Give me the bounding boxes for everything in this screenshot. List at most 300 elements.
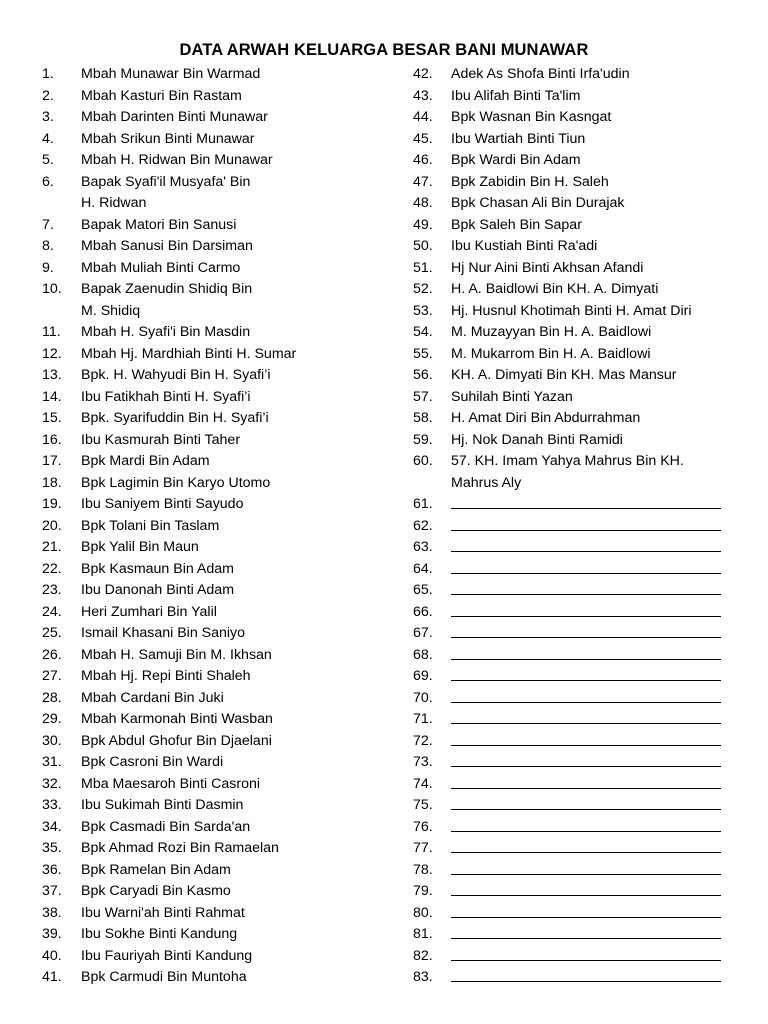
entry-number: 70. — [413, 689, 433, 706]
entry-number: 12. — [42, 345, 62, 362]
entry-blank — [451, 924, 743, 946]
entry-name-line: Ibu Wartiah Binti Tiun — [451, 130, 586, 147]
fill-in-line[interactable] — [451, 838, 721, 853]
entry-number: 32. — [42, 775, 62, 792]
entry-number: 68. — [413, 646, 433, 663]
entry-number: 21. — [42, 539, 62, 555]
entry-number: 27. — [42, 668, 62, 684]
list-item — [42, 795, 372, 817]
entry-number: 2. — [42, 87, 54, 104]
entry-name — [81, 903, 372, 925]
list-item — [42, 430, 372, 452]
entry-number: 73. — [413, 754, 433, 770]
entry-name-line: Mbah Hj. Repi Binti Shaleh — [81, 668, 251, 684]
list-item — [42, 344, 372, 366]
entry-number: 77. — [413, 840, 433, 856]
list-item — [42, 623, 372, 645]
blank-list-item — [413, 881, 743, 903]
entry-number: 69. — [413, 668, 433, 684]
list-item — [42, 924, 372, 946]
entry-number: 62. — [413, 517, 433, 534]
entry-name — [451, 408, 743, 430]
entry-number: 56. — [413, 367, 433, 383]
list-item — [42, 559, 372, 581]
blank-list-item — [413, 924, 743, 946]
entry-number: 81. — [413, 926, 433, 942]
entry-name-line: Bpk Casmadi Bin Sarda'an — [81, 818, 251, 835]
list-item — [42, 451, 372, 473]
list-item — [42, 817, 372, 839]
blank-list-item — [413, 645, 743, 667]
list-item — [42, 752, 372, 774]
blank-list-item — [413, 903, 743, 925]
fill-in-line[interactable] — [451, 860, 721, 875]
entry-number: 36. — [42, 861, 62, 878]
entry-blank — [451, 494, 743, 516]
entry-number: 29. — [42, 711, 62, 727]
blank-list-item — [413, 731, 743, 753]
fill-in-line[interactable] — [451, 537, 721, 552]
entry-name-line: Mba Maesaroh Binti Casroni — [81, 775, 260, 792]
entry-number: 65. — [413, 582, 433, 598]
entry-number: 45. — [413, 130, 433, 147]
blank-list-item — [413, 494, 743, 516]
entry-name — [81, 430, 372, 452]
entry-name — [81, 150, 372, 172]
list-item — [42, 86, 372, 108]
list-item — [413, 193, 743, 215]
entry-number: 54. — [413, 324, 433, 340]
entry-number: 47. — [413, 173, 433, 190]
entry-number: 35. — [42, 840, 62, 856]
entry-name — [451, 387, 743, 409]
list-item — [42, 537, 372, 559]
entry-number: 76. — [413, 818, 433, 835]
blank-list-item — [413, 709, 743, 731]
fill-in-line[interactable] — [451, 946, 721, 961]
entry-number: 23. — [42, 582, 62, 598]
fill-in-line[interactable] — [451, 903, 721, 918]
fill-in-line[interactable] — [451, 602, 721, 617]
blank-list-item — [413, 537, 743, 559]
list-item — [42, 473, 372, 495]
entry-name — [81, 688, 372, 710]
entry-number: 8. — [42, 238, 54, 254]
list-item — [42, 129, 372, 151]
right-column — [413, 64, 743, 989]
list-item — [42, 688, 372, 710]
fill-in-line[interactable] — [451, 967, 721, 982]
entry-name-line: Bpk Yalil Bin Maun — [81, 539, 199, 555]
entry-name-line: Suhilah Binti Yazan — [451, 388, 573, 405]
entry-blank — [451, 559, 743, 581]
entry-blank — [451, 838, 743, 860]
entry-name — [81, 215, 372, 237]
fill-in-line[interactable] — [451, 752, 721, 767]
entry-blank — [451, 817, 743, 839]
list-item — [42, 946, 372, 968]
entry-name-line: Mbah Karmonah Binti Wasban — [81, 711, 273, 727]
list-item — [413, 430, 743, 452]
list-item — [42, 365, 372, 387]
entry-number: 24. — [42, 603, 62, 620]
entry-name — [451, 236, 743, 258]
blank-list-item — [413, 602, 743, 624]
entry-name — [81, 258, 372, 280]
entry-name — [81, 279, 372, 322]
entry-name-line: Heri Zumhari Bin Yalil — [81, 603, 217, 620]
entry-number: 41. — [42, 969, 62, 985]
entry-number: 61. — [413, 496, 433, 512]
entry-number: 16. — [42, 431, 62, 448]
blank-list-item — [413, 946, 743, 968]
entry-blank — [451, 795, 743, 817]
blank-list-item — [413, 516, 743, 538]
entry-name-line: Mahrus Aly — [451, 474, 522, 491]
entry-name-line: Hj. Husnul Khotimah Binti H. Amat Diri — [451, 302, 692, 319]
entry-number: 6. — [42, 173, 54, 190]
list-item — [413, 344, 743, 366]
entry-number: 51. — [413, 259, 433, 276]
entry-number: 31. — [42, 754, 62, 770]
fill-in-line[interactable] — [451, 731, 721, 746]
entry-name — [451, 172, 743, 194]
entry-number: 63. — [413, 539, 433, 555]
entry-blank — [451, 752, 743, 774]
entry-name — [451, 258, 743, 280]
entry-name-line: Bapak Zaenudin Shidiq Bin — [81, 281, 253, 297]
entry-name-line: Adek As Shofa Binti Irfa'udin — [451, 66, 630, 82]
entry-name-line: Ismail Khasani Bin Saniyo — [81, 625, 246, 641]
entry-number: 7. — [42, 216, 54, 233]
entry-number: 46. — [413, 152, 433, 168]
entry-number: 4. — [42, 130, 54, 147]
entry-name-line: Bpk Chasan Ali Bin Durajak — [451, 195, 625, 211]
entry-name — [451, 451, 743, 494]
entry-blank — [451, 860, 743, 882]
entry-name — [81, 172, 372, 215]
entry-name — [81, 580, 372, 602]
list-item — [42, 774, 372, 796]
fill-in-line[interactable] — [451, 688, 721, 703]
entry-name-line: Mbah H. Syafi'i Bin Masdin — [81, 324, 251, 340]
fill-in-line[interactable] — [451, 494, 721, 509]
entry-number: 37. — [42, 883, 62, 899]
entry-number: 79. — [413, 883, 433, 899]
entry-blank — [451, 774, 743, 796]
entry-name-line: Ibu Fatikhah Binti H. Syafi’i — [81, 388, 251, 405]
entry-name — [81, 537, 372, 559]
entry-name-line: Bpk Abdul Ghofur Bin Djaelani — [81, 732, 272, 749]
entry-number: 39. — [42, 926, 62, 942]
entry-name-line: Ibu Sukimah Binti Dasmin — [81, 797, 244, 813]
entry-name-line: Ibu Danonah Binti Adam — [81, 582, 235, 598]
fill-in-line[interactable] — [451, 559, 721, 574]
entry-name-line: Bpk Lagimin Bin Karyo Utomo — [81, 474, 271, 491]
entry-name — [451, 150, 743, 172]
blank-list-item — [413, 774, 743, 796]
entry-name — [451, 193, 743, 215]
entry-blank — [451, 537, 743, 559]
entry-name — [81, 408, 372, 430]
entry-name-line: 57. KH. Imam Yahya Mahrus Bin KH. — [451, 453, 684, 469]
entry-blank — [451, 602, 743, 624]
entry-number: 44. — [413, 109, 433, 125]
list-item — [42, 258, 372, 280]
entry-name — [81, 967, 372, 989]
entry-number: 25. — [42, 625, 62, 641]
blank-list-item — [413, 688, 743, 710]
entry-name — [81, 129, 372, 151]
blank-list-item — [413, 623, 743, 645]
entry-number: 80. — [413, 904, 433, 921]
list-item — [413, 451, 743, 494]
entry-name — [81, 602, 372, 624]
entry-number: 78. — [413, 861, 433, 878]
entry-name — [81, 387, 372, 409]
list-item — [42, 107, 372, 129]
fill-in-line[interactable] — [451, 666, 721, 681]
list-item — [413, 107, 743, 129]
entry-name — [451, 107, 743, 129]
entry-name-line: Hj. Nok Danah Binti Ramidi — [451, 431, 623, 448]
entry-name — [81, 516, 372, 538]
list-item — [413, 322, 743, 344]
entry-name-line: Bpk Caryadi Bin Kasmo — [81, 883, 231, 899]
entry-name — [81, 666, 372, 688]
entry-name-line: Mbah Srikun Binti Munawar — [81, 130, 255, 147]
fill-in-line[interactable] — [451, 516, 721, 531]
entry-name — [451, 215, 743, 237]
list-item — [413, 150, 743, 172]
fill-in-line[interactable] — [451, 924, 721, 939]
entry-number: 1. — [42, 66, 54, 82]
list-item — [42, 645, 372, 667]
entry-name — [81, 817, 372, 839]
entry-name — [81, 322, 372, 344]
entry-name — [81, 731, 372, 753]
entry-name — [81, 881, 372, 903]
list-item — [42, 709, 372, 731]
list-item — [42, 279, 372, 322]
entry-name-line: Ibu Saniyem Binti Sayudo — [81, 496, 244, 512]
entry-name-line: Mbah Darinten Binti Munawar — [81, 109, 268, 125]
entry-name-line: Bpk Mardi Bin Adam — [81, 453, 210, 469]
entry-number: 43. — [413, 87, 433, 104]
entry-name — [451, 365, 743, 387]
list-item — [42, 903, 372, 925]
entry-name-line: Mbah H. Samuji Bin M. Ikhsan — [81, 646, 272, 663]
entry-number: 48. — [413, 195, 433, 211]
entry-name-line: Mbah H. Ridwan Bin Munawar — [81, 152, 273, 168]
entry-name — [81, 365, 372, 387]
list-item — [42, 580, 372, 602]
entry-name — [81, 473, 372, 495]
entry-name-line: Bpk Wasnan Bin Kasngat — [451, 109, 612, 125]
list-item — [42, 967, 372, 989]
entry-number: 19. — [42, 496, 62, 512]
entry-number: 49. — [413, 216, 433, 233]
list-item — [42, 172, 372, 215]
entry-name-line: Ibu Kustiah Binti Ra'adi — [451, 238, 598, 254]
blank-list-item — [413, 967, 743, 989]
entry-name-line: Bpk Zabidin Bin H. Saleh — [451, 173, 609, 190]
entry-number: 55. — [413, 345, 433, 362]
entry-number: 59. — [413, 431, 433, 448]
blank-list-item — [413, 795, 743, 817]
list-item — [413, 258, 743, 280]
entry-name-line: M. Mukarrom Bin H. A. Baidlowi — [451, 345, 651, 362]
entry-number: 26. — [42, 646, 62, 663]
entry-name-line: H. Amat Diri Bin Abdurrahman — [451, 410, 641, 426]
fill-in-line[interactable] — [451, 709, 721, 724]
entry-number: 57. — [413, 388, 433, 405]
entry-name — [451, 64, 743, 86]
entry-name-line: M. Muzayyan Bin H. A. Baidlowi — [451, 324, 652, 340]
entry-number: 13. — [42, 367, 62, 383]
entry-number: 42. — [413, 66, 433, 82]
entry-blank — [451, 623, 743, 645]
entry-name-line: Bpk Wardi Bin Adam — [451, 152, 581, 168]
entry-name-line: H. A. Baidlowi Bin KH. A. Dimyati — [451, 281, 659, 297]
left-column — [42, 64, 372, 989]
entry-name-line: Bpk Saleh Bin Sapar — [451, 216, 582, 233]
entry-blank — [451, 709, 743, 731]
entry-number: 66. — [413, 603, 433, 620]
entry-name-line: Bpk Casroni Bin Wardi — [81, 754, 224, 770]
list-item — [413, 279, 743, 301]
list-item — [413, 408, 743, 430]
list-item — [42, 881, 372, 903]
list-item — [42, 731, 372, 753]
entry-blank — [451, 688, 743, 710]
entry-number: 67. — [413, 625, 433, 641]
fill-in-line[interactable] — [451, 795, 721, 810]
entry-number: 83. — [413, 969, 433, 985]
list-item — [413, 86, 743, 108]
entry-blank — [451, 946, 743, 968]
list-item — [413, 129, 743, 151]
entry-name — [451, 430, 743, 452]
entry-number: 33. — [42, 797, 62, 813]
entry-name — [81, 623, 372, 645]
entry-number: 50. — [413, 238, 433, 254]
entry-number: 22. — [42, 560, 62, 577]
list-item — [413, 236, 743, 258]
entry-number: 18. — [42, 474, 62, 491]
blank-list-item — [413, 752, 743, 774]
list-item — [42, 838, 372, 860]
entry-name-line: Bpk Carmudi Bin Muntoha — [81, 969, 247, 985]
entry-name — [81, 494, 372, 516]
list-item — [42, 494, 372, 516]
list-item — [42, 860, 372, 882]
entry-name-line: M. Shidiq — [81, 302, 141, 319]
entry-name — [81, 645, 372, 667]
entry-blank — [451, 516, 743, 538]
entry-blank — [451, 881, 743, 903]
entry-name — [81, 64, 372, 86]
entry-number: 53. — [413, 302, 433, 319]
entry-name-line: Bpk Tolani Bin Taslam — [81, 517, 220, 534]
entry-number: 71. — [413, 711, 433, 727]
fill-in-line[interactable] — [451, 580, 721, 595]
entry-name — [81, 559, 372, 581]
entry-number: 82. — [413, 947, 433, 964]
entry-number: 30. — [42, 732, 62, 749]
entry-name-line: Bpk Kasmaun Bin Adam — [81, 560, 234, 577]
entry-name-line: Ibu Fauriyah Binti Kandung — [81, 947, 253, 964]
list-item — [413, 387, 743, 409]
entry-number: 20. — [42, 517, 62, 534]
entry-name — [81, 946, 372, 968]
list-item — [42, 666, 372, 688]
fill-in-line[interactable] — [451, 774, 721, 789]
entry-number: 40. — [42, 947, 62, 964]
entry-name — [81, 236, 372, 258]
fill-in-line[interactable] — [451, 881, 721, 896]
fill-in-line[interactable] — [451, 623, 721, 638]
entry-name — [81, 838, 372, 860]
list-item — [413, 172, 743, 194]
list-item — [42, 64, 372, 86]
entry-number: 3. — [42, 109, 54, 125]
entry-number: 11. — [42, 324, 61, 340]
entry-name-line: Ibu Alifah Binti Ta'lim — [451, 87, 581, 104]
fill-in-line[interactable] — [451, 645, 721, 660]
entry-name — [81, 795, 372, 817]
entry-name-line: Mbah Sanusi Bin Darsiman — [81, 238, 253, 254]
entry-number: 14. — [42, 388, 62, 405]
entry-number: 28. — [42, 689, 62, 706]
entry-number: 75. — [413, 797, 433, 813]
list-item — [42, 516, 372, 538]
entry-blank — [451, 903, 743, 925]
entry-blank — [451, 580, 743, 602]
entry-number: 15. — [42, 410, 62, 426]
list-item — [42, 236, 372, 258]
entry-name — [81, 86, 372, 108]
blank-list-item — [413, 559, 743, 581]
list-item — [42, 408, 372, 430]
entry-name — [81, 752, 372, 774]
entry-name-line: Bpk. Syarifuddin Bin H. Syafi’i — [81, 410, 269, 426]
entry-name-line: Mbah Muliah Binti Carmo — [81, 259, 241, 276]
entry-name — [451, 86, 743, 108]
entry-name — [81, 344, 372, 366]
entry-number: 52. — [413, 281, 433, 297]
entry-blank — [451, 645, 743, 667]
entry-name-line: Mbah Munawar Bin Warmad — [81, 66, 261, 82]
blank-list-item — [413, 860, 743, 882]
entry-name — [81, 774, 372, 796]
list-item — [413, 301, 743, 323]
fill-in-line[interactable] — [451, 817, 721, 832]
blank-list-item — [413, 580, 743, 602]
entry-name — [81, 860, 372, 882]
list-item — [42, 322, 372, 344]
page-title: DATA ARWAH KELUARGA BESAR BANI MUNAWAR — [179, 41, 589, 59]
entry-number: 34. — [42, 818, 62, 835]
entry-name-line: Bpk Ahmad Rozi Bin Ramaelan — [81, 840, 279, 856]
entry-name — [81, 451, 372, 473]
entry-name-line: Bapak Syafi'il Musyafa' Bin — [81, 173, 251, 190]
entry-name-line: Mbah Kasturi Bin Rastam — [81, 87, 242, 104]
entry-name — [451, 279, 743, 301]
list-item — [42, 150, 372, 172]
entry-name — [451, 344, 743, 366]
entry-name — [81, 924, 372, 946]
